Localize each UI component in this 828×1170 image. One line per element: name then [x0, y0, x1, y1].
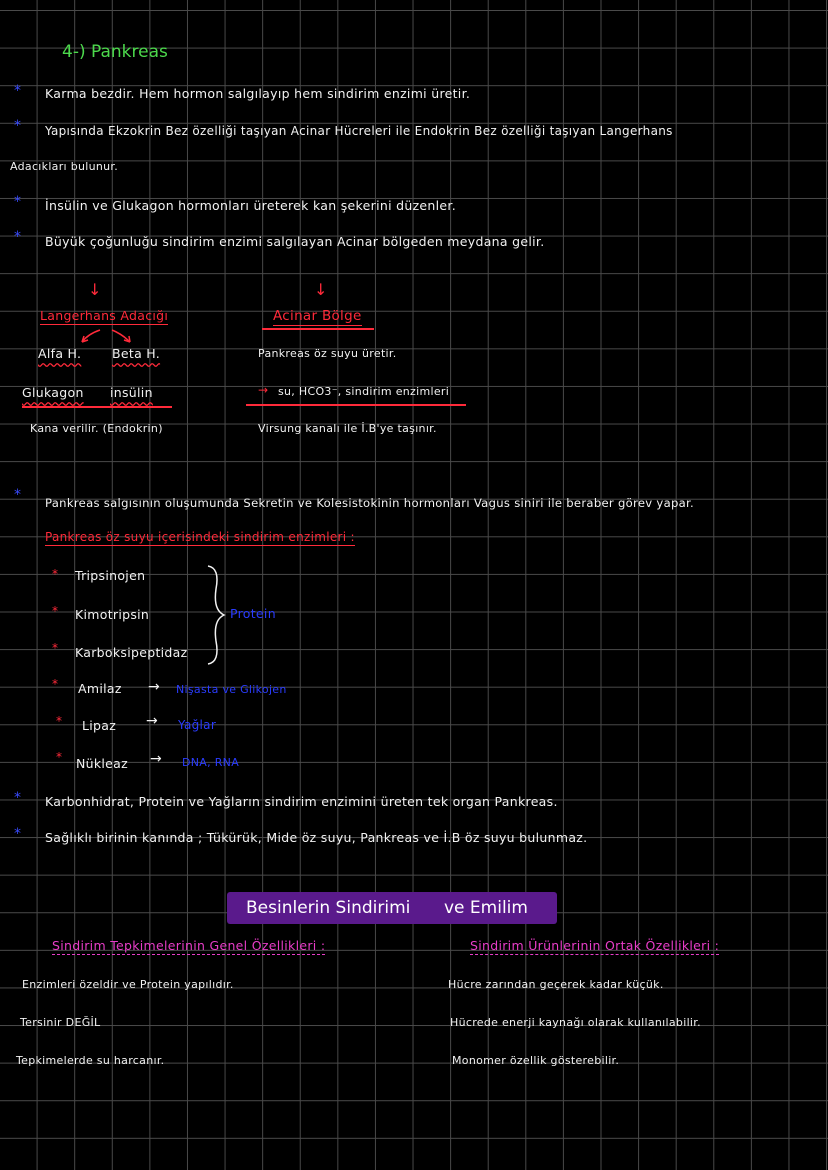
bullet-star-icon: *	[14, 194, 21, 210]
enzyme-star-icon: *	[56, 714, 62, 728]
curly-brace-icon	[200, 564, 230, 666]
section-title-left: Besinlerin Sindirimi	[246, 898, 411, 918]
right-col-item: Hücre zarından geçerek kadar küçük.	[448, 978, 664, 991]
right-arrow-icon: →	[148, 679, 160, 695]
enzyme-target: Nişasta ve Glikojen	[176, 683, 287, 696]
enzyme-star-icon: *	[52, 641, 58, 655]
enzyme-target: DNA, RNA	[182, 756, 240, 769]
enzyme-name: Amilaz	[78, 681, 122, 696]
underline-bracket	[246, 404, 466, 406]
enzyme-name: Nükleaz	[76, 756, 128, 771]
enzyme-name: Tripsinojen	[75, 568, 146, 583]
enzyme-star-icon: *	[56, 750, 62, 764]
right-arrow-icon: →	[146, 713, 158, 729]
bullet-star-icon: *	[14, 229, 21, 245]
enzyme-star-icon: *	[52, 567, 58, 581]
bullet-text: İnsülin ve Glukagon hormonları üreterek kan şekerini düzenler.	[45, 198, 456, 213]
acinar-line-3: Virsung kanalı ile İ.B'ye taşınır.	[258, 422, 437, 435]
enzyme-name: Karboksipeptidaz	[75, 645, 188, 660]
left-col-item: Enzimleri özeldir ve Protein yapılıdır.	[22, 978, 234, 991]
bullet-text: Sağlıklı birinin kanında ; Tükürük, Mide öz suyu, Pankreas ve İ.B öz suyu bulunmaz.	[45, 830, 588, 845]
bullet-star-icon: *	[14, 118, 21, 134]
section-title-right: ve Emilim	[444, 898, 528, 918]
branch-arrows-icon	[60, 328, 170, 346]
page-title: 4-) Pankreas	[62, 42, 168, 62]
enzyme-target: Yağlar	[178, 718, 217, 732]
acinar-line-2: su, HCO3⁻, sindirim enzimleri	[278, 385, 450, 398]
down-arrow-icon: ↓	[314, 280, 328, 299]
bullet-star-icon: *	[14, 826, 21, 842]
bullet-text: Büyük çoğunluğu sindirim enzimi salgılayan Acinar bölgeden meydana gelir.	[45, 234, 545, 249]
down-arrow-icon: ↓	[88, 280, 102, 299]
enzymes-heading: Pankreas öz suyu içerisindeki sindirim enzimleri :	[45, 530, 355, 544]
acinar-heading: Acinar Bölge	[273, 308, 362, 324]
right-col-item: Hücrede enerji kaynağı olarak kullanılabilir.	[450, 1016, 701, 1029]
bullet-text: Karma bezdir. Hem hormon salgılayıp hem sindirim enzimi üretir.	[45, 86, 471, 101]
bullet-star-icon: *	[14, 83, 21, 99]
bullet-text: Karbonhidrat, Protein ve Yağların sindirim enzimini üreten tek organ Pankreas.	[45, 794, 558, 809]
heading-underline	[262, 328, 374, 330]
bullet-star-icon: *	[14, 790, 21, 806]
alfa-cell-label: Alfa H.	[38, 346, 82, 361]
beta-cell-label: Beta H.	[112, 346, 161, 361]
left-col-heading: Sindirim Tepkimelerinin Genel Özellikleri :	[52, 938, 326, 953]
glukagon-label: Glukagon	[22, 385, 84, 400]
right-arrow-icon: →	[150, 751, 162, 767]
bullet-star-icon: *	[14, 487, 21, 503]
enzyme-star-icon: *	[52, 604, 58, 618]
acinar-line-1: Pankreas öz suyu üretir.	[258, 347, 397, 360]
enzyme-star-icon: *	[52, 677, 58, 691]
right-col-item: Monomer özellik gösterebilir.	[452, 1054, 620, 1067]
hormone-note: Pankreas salgısının oluşumunda Sekretin ve Kolesistokinin hormonları Vagus siniri ile beraber görev yapar.	[45, 496, 695, 510]
enzyme-name: Kimotripsin	[75, 607, 150, 622]
bullet-text-continued: Adacıkları bulunur.	[10, 160, 119, 173]
bullet-text: Yapısında Ekzokrin Bez özelliği taşıyan Acinar Hücreleri ile Endokrin Bez özelliği taşıyan Langerhans	[45, 124, 673, 138]
left-col-item: Tersinir DEĞİL	[20, 1016, 101, 1029]
langerhans-heading: Langerhans Adacığı	[40, 308, 169, 323]
protein-label: Protein	[230, 606, 276, 621]
right-arrow-icon: →	[258, 383, 269, 397]
right-col-heading: Sindirim Ürünlerinin Ortak Özellikleri :	[470, 938, 720, 953]
left-col-item: Tepkimelerde su harcanır.	[16, 1054, 165, 1067]
underline-bracket	[22, 406, 172, 408]
enzyme-name: Lipaz	[82, 718, 117, 733]
endokrin-note: Kana verilir. (Endokrin)	[30, 422, 163, 435]
insulin-label: insülin	[110, 385, 153, 400]
